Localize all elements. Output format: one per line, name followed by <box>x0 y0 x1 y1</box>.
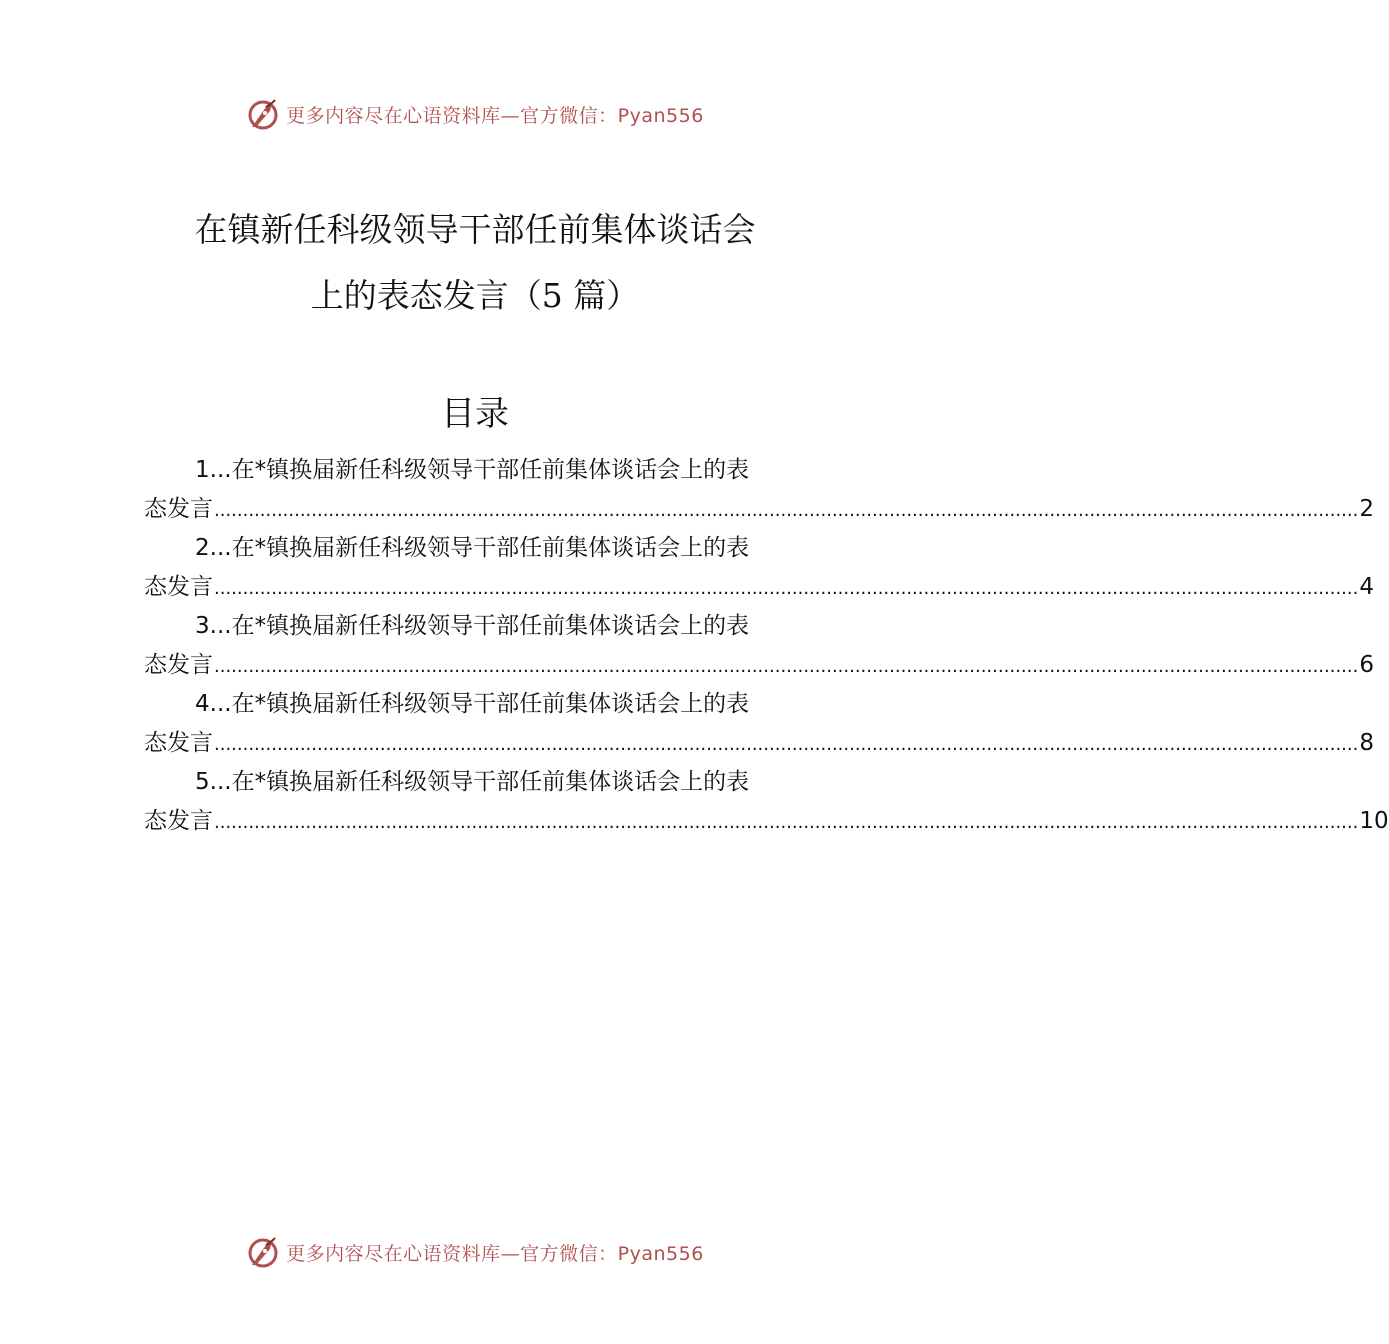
toc-entry-title[interactable]: 2...在*镇换届新任科级领导干部任前集体谈话会上的表 <box>195 535 750 561</box>
toc-page-number[interactable]: 10 <box>1359 808 1389 834</box>
toc-entry-continuation <box>144 491 1374 530</box>
toc-entry-title-continued[interactable]: 态发言 <box>144 730 213 756</box>
pen-nib-logo-icon <box>246 1235 280 1269</box>
toc-entry-title-continued[interactable]: 态发言 <box>144 574 213 600</box>
toc-entry-continuation <box>144 647 1374 686</box>
header-banner-text: 更多内容尽在心语资料库—官方微信：Pyan556 <box>286 104 704 127</box>
footer-banner <box>0 1232 950 1272</box>
pen-nib-logo-icon <box>246 97 280 131</box>
toc-entry-title[interactable]: 4...在*镇换届新任科级领导干部任前集体谈话会上的表 <box>195 691 750 717</box>
document-title-line1: 在镇新任科级领导干部任前集体谈话会 <box>194 210 756 249</box>
toc-entry-title[interactable]: 5...在*镇换届新任科级领导干部任前集体谈话会上的表 <box>195 769 750 795</box>
toc-page-number[interactable]: 4 <box>1359 574 1374 600</box>
toc-entry-continuation <box>144 803 1389 842</box>
toc-entry-title-continued[interactable]: 态发言 <box>144 496 213 522</box>
toc-leader-dots: ........................................................................................................................................................................................................ <box>214 734 1359 755</box>
toc-entry-title[interactable]: 3...在*镇换届新任科级领导干部任前集体谈话会上的表 <box>195 613 750 639</box>
table-of-contents <box>144 452 1389 842</box>
toc-leader-dots: ........................................................................................................................................................................................................ <box>214 812 1359 833</box>
toc-entry-5[interactable] <box>144 764 1389 842</box>
toc-entry-continuation <box>144 569 1374 608</box>
toc-entry-1[interactable] <box>144 452 1374 530</box>
document-title-line2: 上的表态发言（5 篇） <box>310 276 640 315</box>
toc-entry-continuation <box>144 725 1374 764</box>
toc-entry-4[interactable] <box>144 686 1374 764</box>
toc-leader-dots: ........................................................................................................................................................................................................ <box>214 656 1359 677</box>
toc-page-number[interactable]: 6 <box>1359 652 1374 678</box>
header-banner <box>0 94 950 134</box>
toc-heading: 目录 <box>441 394 509 434</box>
toc-entry-2[interactable] <box>144 530 1374 608</box>
toc-entry-title-continued[interactable]: 态发言 <box>144 808 213 834</box>
toc-entry-title[interactable]: 1...在*镇换届新任科级领导干部任前集体谈话会上的表 <box>195 457 750 483</box>
footer-banner-text: 更多内容尽在心语资料库—官方微信：Pyan556 <box>286 1242 704 1265</box>
toc-page-number[interactable]: 2 <box>1359 496 1374 522</box>
toc-leader-dots: ........................................................................................................................................................................................................ <box>214 500 1359 521</box>
toc-entry-title-continued[interactable]: 态发言 <box>144 652 213 678</box>
toc-leader-dots: ........................................................................................................................................................................................................ <box>214 578 1359 599</box>
toc-page-number[interactable]: 8 <box>1359 730 1374 756</box>
toc-entry-3[interactable] <box>144 608 1374 686</box>
